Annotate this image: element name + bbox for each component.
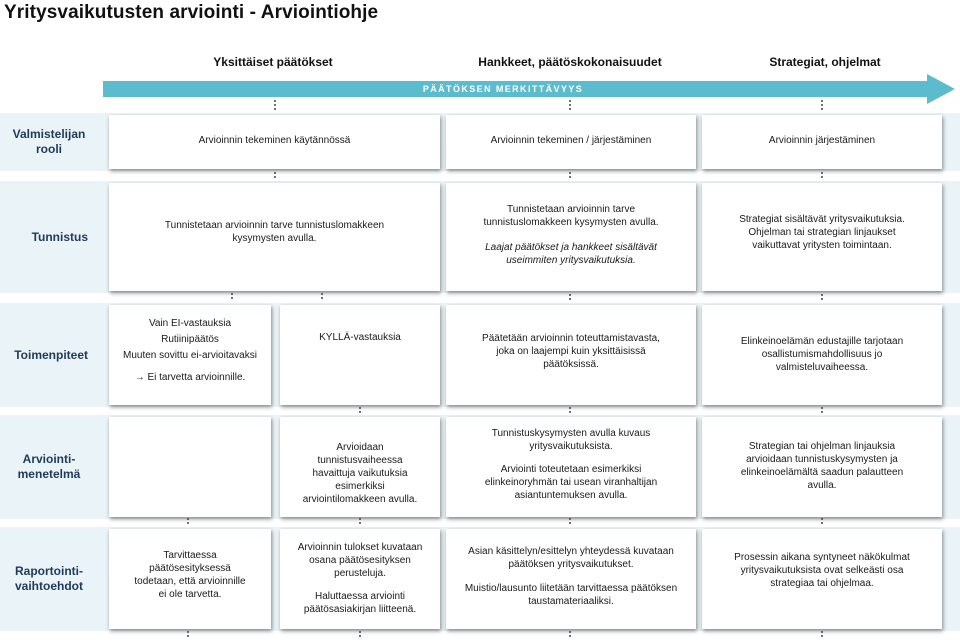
actions-no-answers-box: Vain EI-vastauksia Rutiinipäätös Muuten sovittu ei-arvioitavaksi → Ei tarvetta arvioinnille.	[109, 305, 271, 405]
row-label-actions: Toimenpiteet	[14, 347, 88, 362]
connector-dots	[273, 172, 277, 180]
reporting-individual-box: Tarvittaessa päätösesityksessä todetaan, että arvioinnille ei ole tarvetta.	[109, 529, 271, 629]
reporting-projects-box: Asian käsittelyn/esittelyn yhteydessä kuvataan päätöksen yritysvaikutukset. Muistio/lausunto liitetään tarvittaessa päätöksen taustamateriaaliksi.	[446, 529, 696, 629]
connector-dots	[568, 100, 572, 112]
connector-dots	[568, 172, 572, 180]
row-label-identification: Tunnistus	[31, 229, 88, 244]
reporting-yes-box: Arvioinnin tulokset kuvataan osana päätösesityksen perusteluja. Haluttaessa arviointi päätösasiakirjan liitteenä.	[280, 529, 440, 629]
row-label-reporting: Raportointi- vaihtoehdot	[15, 564, 83, 593]
actions-projects-box: Päätetään arvioinnin toteuttamistavasta, joka on laajempi kuin yksittäisissä päätöksissä.	[446, 305, 696, 405]
connector-dots	[358, 631, 362, 639]
row-label-method: Arviointi- menetelmä	[17, 452, 81, 481]
role-strategies-box: Arvioinnin järjestäminen	[702, 115, 942, 169]
role-projects-box: Arvioinnin tekeminen / järjestäminen	[446, 115, 696, 169]
connector-dots	[320, 293, 324, 301]
connector-dots	[568, 294, 572, 302]
connector-dots	[186, 518, 190, 526]
connector-dots	[820, 407, 824, 415]
method-projects-box: Tunnistuskysymysten avulla kuvaus yritysvaikutuksista. Arviointi toteutetaan esimerkiksi elinkeinoryhmän tai usean viranhaltijan asiantuntemuksen avulla.	[446, 417, 696, 517]
connector-dots	[358, 518, 362, 526]
actions-strategies-box: Elinkeinoelämän edustajille tarjotaan osallistumismahdollisuus jo valmisteluvaiheessa.	[702, 305, 942, 405]
page-title: Yritysvaikutusten arviointi - Arviointiohje	[4, 2, 379, 23]
connector-dots	[820, 294, 824, 302]
identification-individual-box: Tunnistetaan arvioinnin tarve tunnistuslomakkeen kysymysten avulla.	[109, 183, 440, 291]
connector-dots	[186, 631, 190, 639]
connector-dots	[820, 100, 824, 112]
connector-dots	[820, 172, 824, 180]
method-empty-box	[109, 417, 271, 517]
reporting-strategies-box: Prosessin aikana syntyneet näkökulmat yritysvaikutuksista ovat selkeästi osa strategiaa tai ohjelmaa.	[702, 529, 942, 629]
row-label-role: Valmistelijan rooli	[12, 127, 86, 156]
method-yes-box: Arvioidaan tunnistusvaiheessa havaittuja vaikutuksia esimerkiksi arviointilomakkeen avulla.	[280, 417, 440, 517]
connector-dots	[820, 518, 824, 526]
method-strategies-box: Strategian tai ohjelman linjauksia arvioidaan tunnistuskysymysten ja elinkeinoelämältä saadun palautteen avulla.	[702, 417, 942, 517]
connector-dots	[568, 518, 572, 526]
actions-yes-answers-box: KYLLÄ-vastauksia	[280, 305, 440, 405]
column-header-projects: Hankkeet, päätöskokonaisuudet	[478, 55, 662, 69]
role-individual-box: Arvioinnin tekeminen käytännössä	[109, 115, 440, 169]
connector-dots	[820, 631, 824, 639]
column-header-strategies: Strategiat, ohjelmat	[769, 55, 881, 69]
connector-dots	[568, 407, 572, 415]
arrow-right-icon: →	[134, 372, 145, 383]
connector-dots	[230, 293, 234, 301]
connector-dots	[273, 100, 277, 112]
connector-dots	[358, 407, 362, 415]
identification-projects-box: Tunnistetaan arvioinnin tarve tunnistuslomakkeen kysymysten avulla. Laajat päätökset ja hankkeet sisältävät useimmiten yritysvaikutuksia.	[446, 183, 696, 291]
arrow-label: PÄÄTÖKSEN MERKITTÄVYYS	[422, 84, 584, 94]
connector-dots	[568, 631, 572, 639]
column-header-individual-decisions: Yksittäiset päätökset	[213, 55, 333, 69]
identification-strategies-box: Strategiat sisältävät yritysvaikutuksia. Ohjelman tai strategian linjaukset vaikuttavat yritysten toimintaan.	[702, 183, 942, 291]
